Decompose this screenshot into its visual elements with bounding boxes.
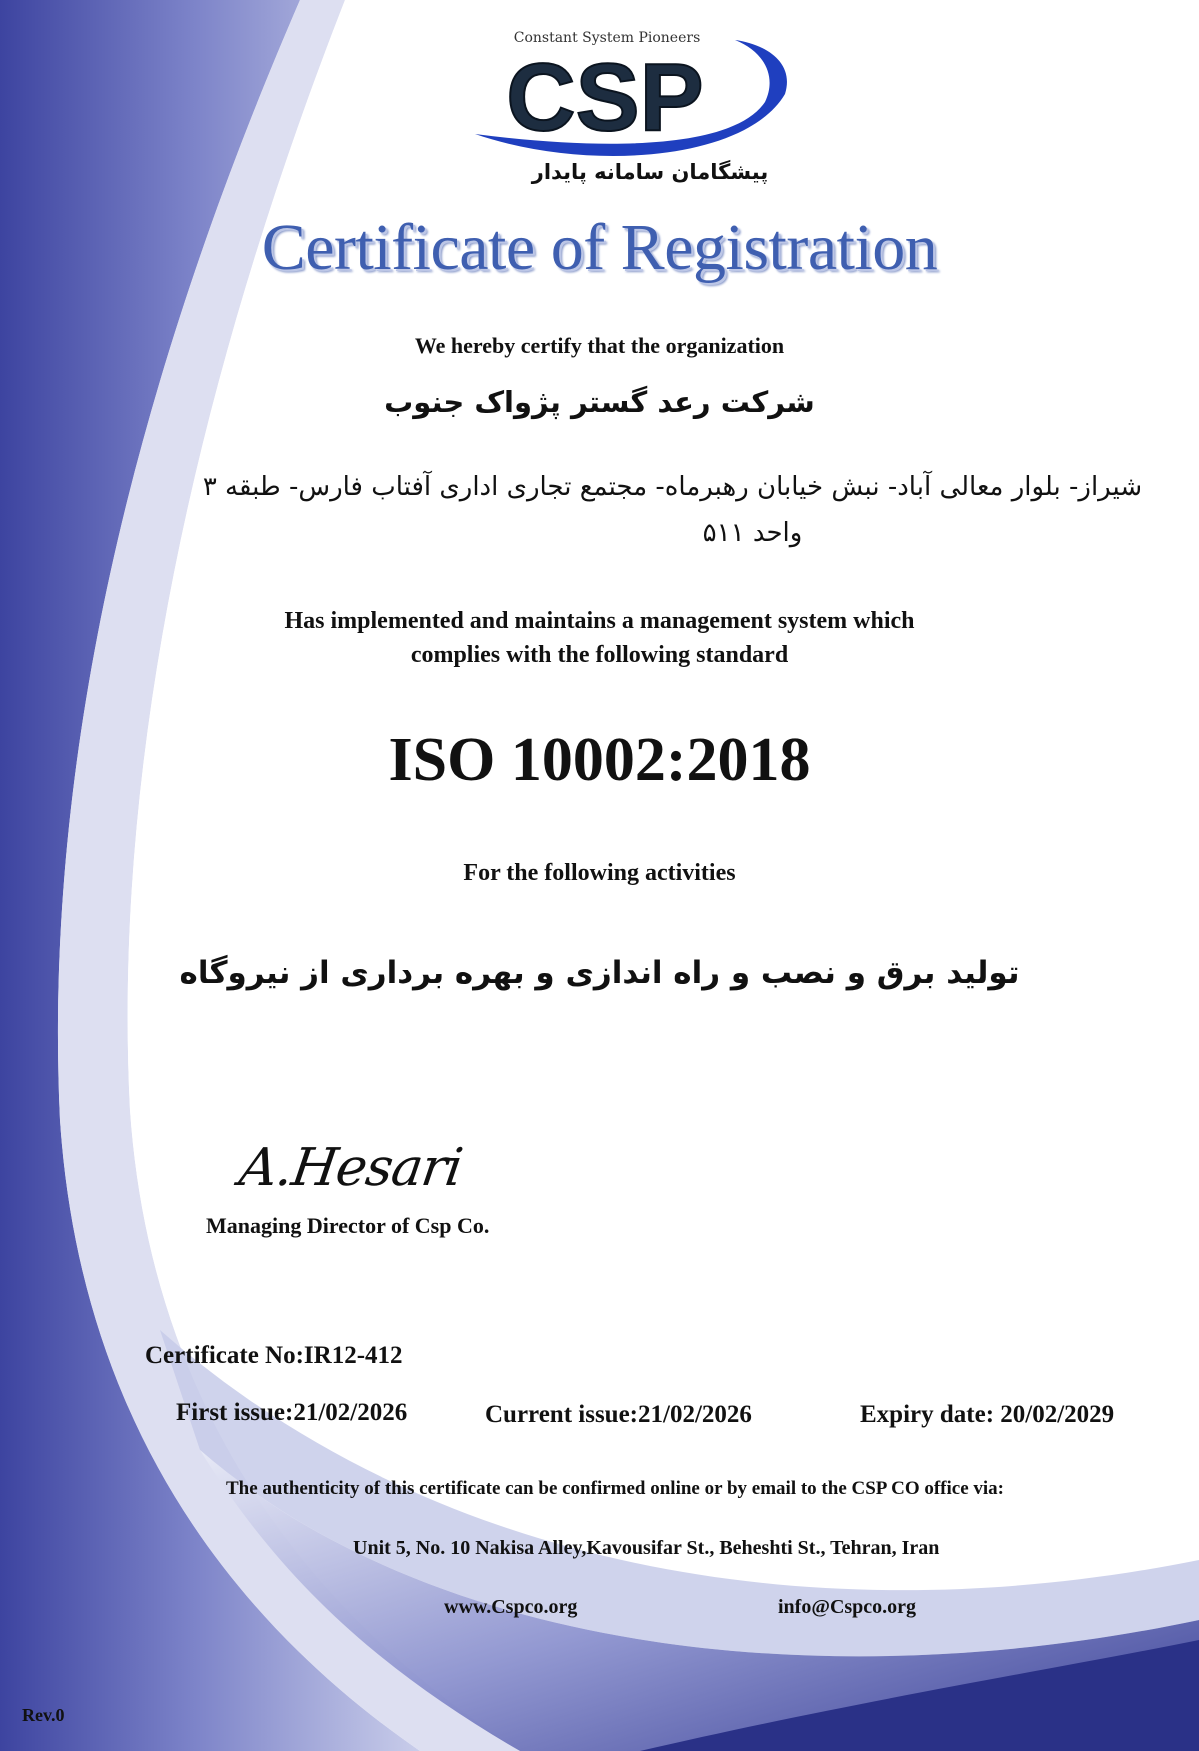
signature: A.Hesari — [235, 1138, 466, 1198]
revision-label: Rev.0 — [22, 1705, 65, 1725]
logo-letters: CSP — [506, 44, 704, 151]
current-issue-date: Current issue:21/02/2026 — [485, 1401, 752, 1428]
office-address: Unit 5, No. 10 Nakisa Alley,Kavousifar St., Beheshti St., Tehran, Iran — [353, 1537, 940, 1559]
implemented-text-line1: Has implemented and maintains a management system which — [284, 608, 915, 634]
certificate-title: Certificate of Registration — [261, 211, 938, 284]
certificate-number: Certificate No:IR12-412 — [145, 1342, 403, 1369]
implemented-text-line2: complies with the following standard — [410, 642, 789, 668]
iso-standard: ISO 10002:2018 — [388, 726, 811, 794]
first-issue-date: First issue:21/02/2026 — [176, 1399, 408, 1426]
expiry-date: Expiry date: 20/02/2029 — [860, 1401, 1115, 1428]
activities-text: تولید برق و نصب و راه اندازی و بهره برداری از نیروگاه — [179, 955, 1020, 991]
certify-text: We hereby certify that the organization — [414, 333, 785, 358]
website-link[interactable]: www.Cspco.org — [444, 1596, 578, 1618]
activities-label: For the following activities — [463, 860, 736, 886]
organization-name: شرکت رعد گستر پژواک جنوب — [384, 385, 815, 419]
logo-tagline: Constant System Pioneers — [513, 30, 701, 46]
organization-address-line1: شیراز- بلوار معالی آباد- نبش خیابان رهبرماه- مجتمع تجاری اداری آفتاب فارس- طبقه ۳ — [202, 472, 1143, 502]
logo-persian-name: پیشگامان سامانه پایدار — [531, 160, 769, 184]
authenticity-note: The authenticity of this certificate can be confirmed online or by email to the CSP CO office via: — [226, 1478, 1004, 1499]
organization-address-line2 — [180, 518, 1165, 548]
email-link[interactable]: info@Cspco.org — [778, 1596, 917, 1618]
csp-logo — [465, 22, 835, 162]
address-unit: واحد ۵۱۱ — [702, 518, 803, 548]
signatory-title: Managing Director of Csp Co. — [206, 1213, 490, 1238]
